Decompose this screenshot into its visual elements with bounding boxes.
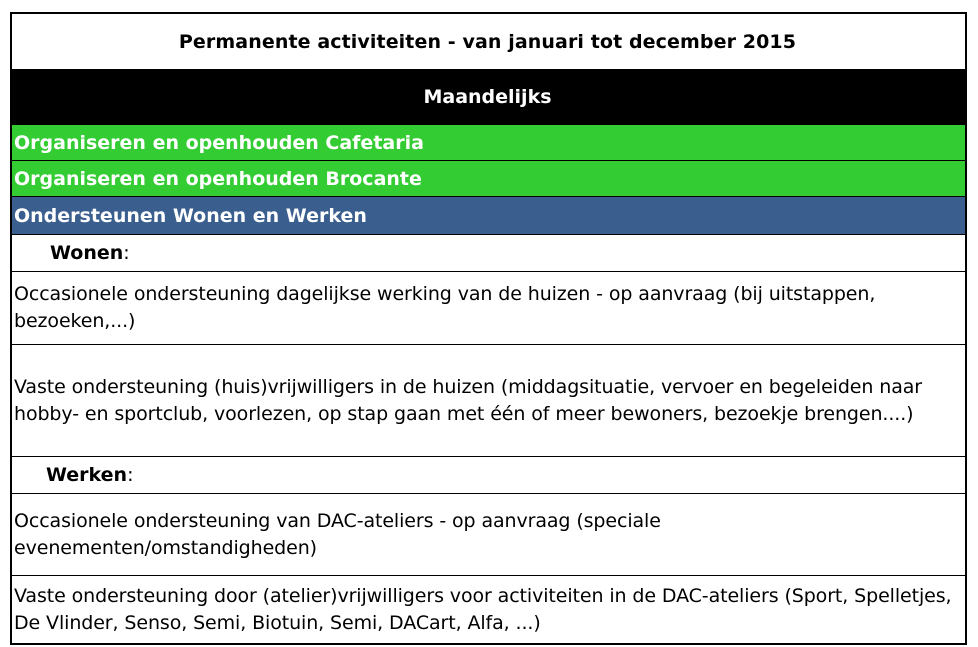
row-wonen-werken-text: Ondersteunen Wonen en Werken <box>14 204 367 227</box>
row-brocante <box>12 161 965 197</box>
subheading-werken-label: Werken <box>46 464 128 486</box>
title-text: Permanente activiteiten - van januari tot december 2015 <box>178 30 797 53</box>
row-wonen-occasional <box>12 272 965 345</box>
subheading-wonen <box>12 235 965 272</box>
table-title <box>12 14 965 70</box>
row-werken-fixed-text: Vaste ondersteuning door (atelier)vrijwilligers voor activiteiten in de DAC-ateliers (Sport, Spelletjes, De Vlinder, Senso, Semi, Biotuin, Semi, DACart, Alfa, ...) <box>14 584 952 634</box>
row-wonen-occasional-text: Occasionele ondersteuning dagelijkse werking van de huizen - op aanvraag (bij uitstappen, bezoeken,...) <box>14 283 876 332</box>
row-cafetaria <box>12 125 965 161</box>
subheading-wonen-label: Wonen <box>50 242 124 264</box>
subheading-werken-colon: : <box>127 464 134 486</box>
subheading-werken <box>12 457 965 494</box>
row-cafetaria-text: Organiseren en openhouden Cafetaria <box>14 131 424 154</box>
section-header-maandelijks <box>12 70 965 125</box>
section-header-text: Maandelijks <box>423 86 552 108</box>
row-werken-occasional-text: Occasionele ondersteuning van DAC-ateliers - op aanvraag (speciale evenementen/omstandigheden) <box>14 509 661 559</box>
row-wonen-fixed <box>12 345 965 457</box>
row-brocante-text: Organiseren en openhouden Brocante <box>14 167 422 190</box>
row-wonen-werken <box>12 197 965 235</box>
activities-table <box>10 12 967 645</box>
row-werken-fixed <box>12 576 965 643</box>
row-wonen-fixed-text: Vaste ondersteuning (huis)vrijwilligers in de huizen (middagsituatie, vervoer en begeleiden naar hobby- en sportclub, voorlezen, op stap gaan met één of meer bewoners, bezoekje brengen....) <box>14 375 923 425</box>
subheading-wonen-colon: : <box>123 242 130 264</box>
row-werken-occasional <box>12 494 965 576</box>
